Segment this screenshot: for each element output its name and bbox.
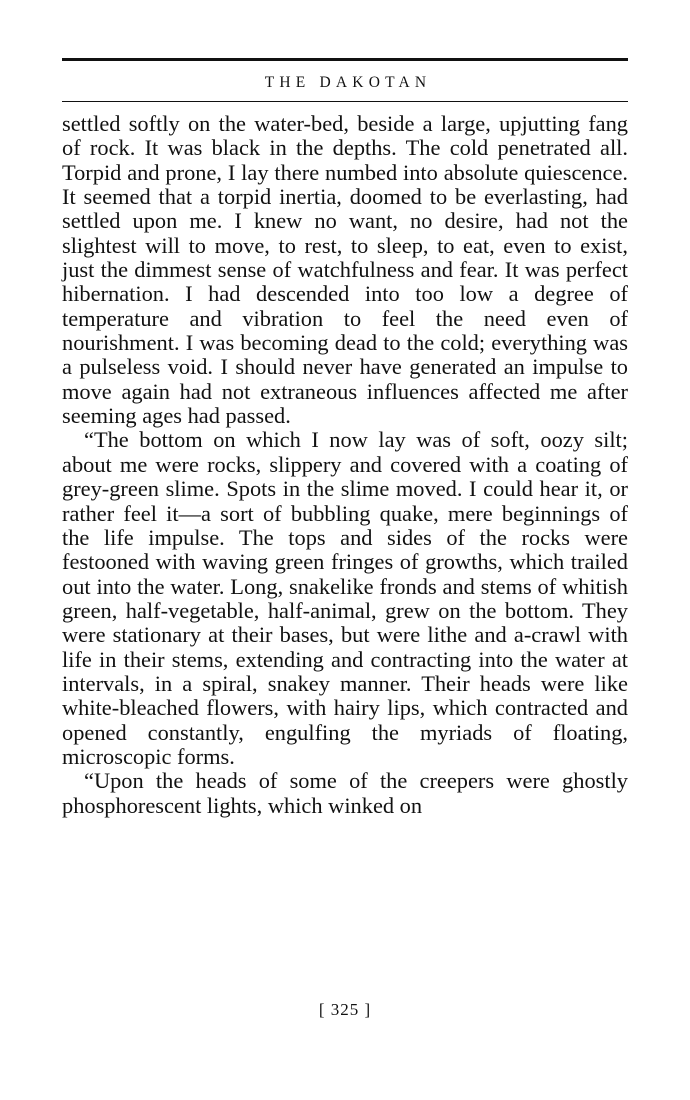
paragraph-2: “The bottom on which I now lay was of soft, oozy silt; about me were rocks, slippery and covered with a coating of grey-green slime. Spots in the slime moved. I could hear it, or rather feel it—a sort of bubbling quake, mere beginnings of the life impulse. The tops and sides of the rocks were festooned with waving green fringes of growths, which trailed out into the water. Long, snakelike fronds and stems of whitish green, half-vegetable, half-animal, grew on the bottom. They were stationary at their bases, but were lithe and a-crawl with life in their stems, extending and contracting into the water at intervals, in a spiral, snakey manner. Their heads were like white-bleached flowers, with hairy lips, which contracted and opened constantly, engulfing the myriads of floating, microscopic forms. <box>62 427 628 769</box>
header-rule-top <box>62 58 628 61</box>
paragraph-3: “Upon the heads of some of the creepers were ghostly phosphorescent lights, which winked on <box>62 768 628 818</box>
body-text <box>62 112 628 818</box>
paragraph-1: settled softly on the water-bed, beside a large, upjutting fang of rock. It was black in the depths. The cold penetrated all. Torpid and prone, I lay there numbed into absolute quiescence. It seemed that a torpid inertia, doomed to be everlasting, had settled upon me. I knew no want, no desire, had not the slightest will to move, to rest, to sleep, to eat, even to exist, just the dimmest sense of watchfulness and fear. It was perfect hibernation. I had descended into too low a degree of temperature and vibration to feel the need even of nourishment. I was becoming dead to the cold; everything was a pulseless void. I should never have generated an impulse to move again had not extraneous influences affected me after seeming ages had passed. <box>62 111 628 429</box>
header-rule-bottom <box>62 101 628 102</box>
running-head: THE DAKOTAN <box>264 74 432 91</box>
page-number: [ 325 ] <box>318 1000 372 1019</box>
book-page <box>62 58 628 818</box>
